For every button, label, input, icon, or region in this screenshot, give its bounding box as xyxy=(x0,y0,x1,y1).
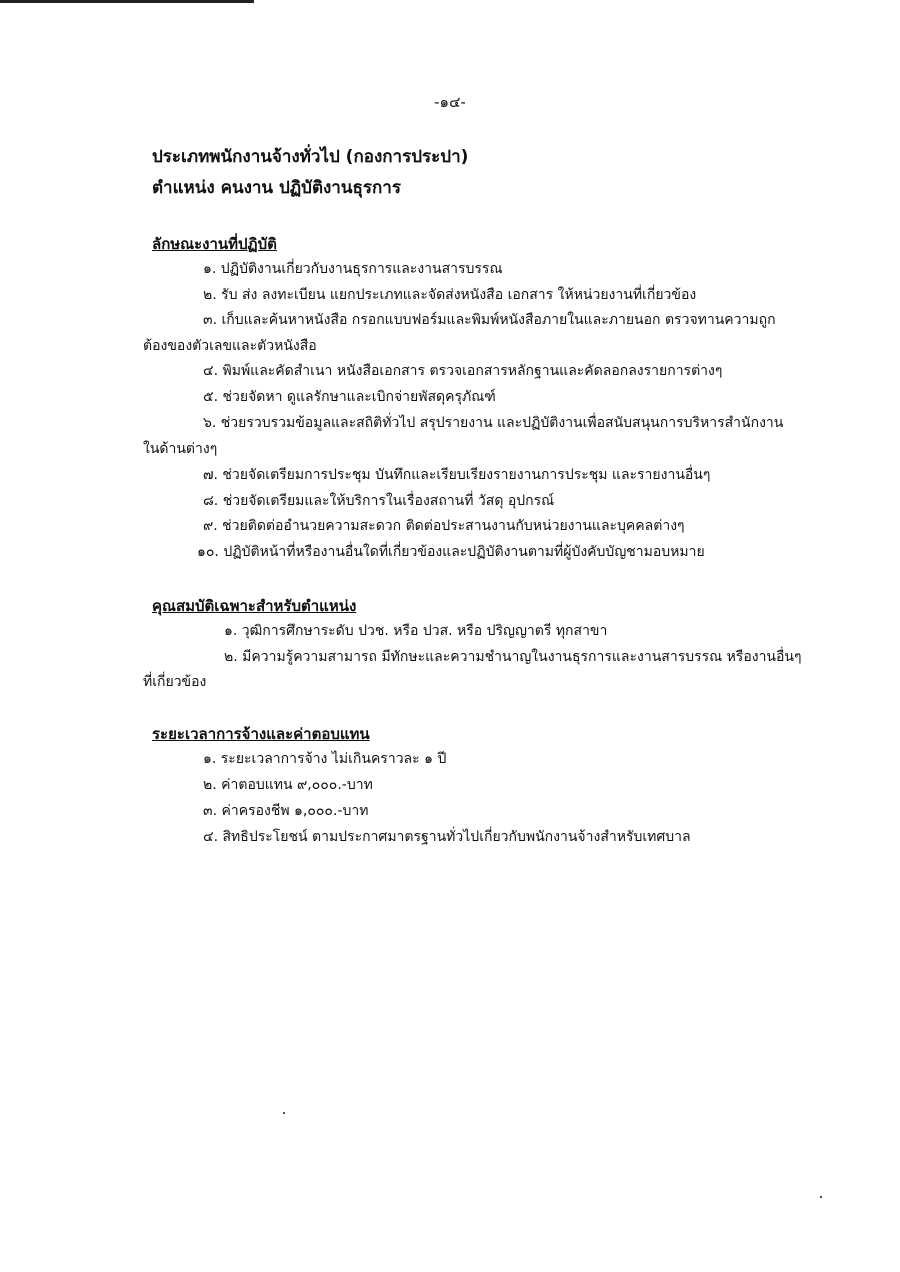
scan-top-rule xyxy=(0,0,254,3)
page-number: -๑๔- xyxy=(434,93,466,111)
employment-item-4: ๔. สิทธิประโยชน์ ตามประกาศมาตรฐานทั่วไปเกี่ยวกับพนักงานจ้างสำหรับเทศบาล xyxy=(203,829,691,845)
qualification-item-2: ๒. มีความรู้ความสามารถ มีทักษะและความชำนาญในงานธุรการและงานสารบรรณ หรืองานอื่นๆ xyxy=(224,649,802,665)
qualifications-heading: คุณสมบัติเฉพาะสำหรับตำแหน่ง xyxy=(152,597,357,615)
position-title: ตำแหน่ง คนงาน ปฏิบัติงานธุรการ xyxy=(152,178,401,198)
duty-item-3-continuation: ต้องของตัวเลขและตัวหนังสือ xyxy=(143,338,317,354)
duty-item-5: ๕. ช่วยจัดหา ดูแลรักษาและเบิกจ่ายพัสดุครุภัณฑ์ xyxy=(203,389,496,405)
employment-item-2: ๒. ค่าตอบแทน ๙,๐๐๐.-บาท xyxy=(203,777,373,793)
employment-item-3: ๓. ค่าครองชีพ ๑,๐๐๐.-บาท xyxy=(203,803,369,819)
scan-speck xyxy=(283,1112,285,1114)
qualification-item-1: ๑. วุฒิการศึกษาระดับ ปวช. หรือ ปวส. หรือ ปริญญาตรี ทุกสาขา xyxy=(224,623,608,639)
qualification-item-2-continuation: ที่เกี่ยวข้อง xyxy=(143,674,207,690)
employment-heading: ระยะเวลาการจ้างและค่าตอบแทน xyxy=(152,725,370,743)
duty-item-1: ๑. ปฏิบัติงานเกี่ยวกับงานธุรการและงานสารบรรณ xyxy=(203,261,503,277)
duty-item-2: ๒. รับ ส่ง ลงทะเบียน แยกประเภทและจัดส่งหนังสือ เอกสาร ให้หน่วยงานที่เกี่ยวข้อง xyxy=(203,287,697,303)
duty-item-9: ๙. ช่วยติดต่ออำนวยความสะดวก ติดต่อประสานงานกับหน่วยงานและบุคคลต่างๆ xyxy=(203,518,685,534)
duties-heading: ลักษณะงานที่ปฏิบัติ xyxy=(152,235,277,253)
duty-item-6: ๖. ช่วยรวบรวมข้อมูลและสถิติทั่วไป สรุปรายงาน และปฏิบัติงานเพื่อสนับสนุนการบริหารสำนักงาน xyxy=(203,415,784,431)
scan-speck xyxy=(820,1196,822,1198)
duty-item-4: ๔. พิมพ์และคัดสำเนา หนังสือเอกสาร ตรวจเอกสารหลักฐานและคัดลอกลงรายการต่างๆ xyxy=(203,363,723,379)
duty-item-8: ๘. ช่วยจัดเตรียมและให้บริการในเรื่องสถานที่ วัสดุ อุปกรณ์ xyxy=(203,493,555,509)
duty-item-6-continuation: ในด้านต่างๆ xyxy=(143,441,218,457)
employee-category-title: ประเภทพนักงานจ้างทั่วไป (กองการประปา) xyxy=(152,147,469,167)
duty-item-3: ๓. เก็บและค้นหาหนังสือ กรอกแบบฟอร์มและพิมพ์หนังสือภายในและภายนอก ตรวจทานความถูก xyxy=(203,312,776,328)
duty-item-7: ๗. ช่วยจัดเตรียมการประชุม บันทึกและเรียบเรียงรายงานการประชุม และรายงานอื่นๆ xyxy=(203,467,711,483)
duty-item-10: ๑๐. ปฏิบัติหน้าที่หรืองานอื่นใดที่เกี่ยวข้องและปฏิบัติงานตามที่ผู้บังคับบัญชามอบหมาย xyxy=(197,544,705,560)
employment-item-1: ๑. ระยะเวลาการจ้าง ไม่เกินคราวละ ๑ ปี xyxy=(203,751,447,767)
